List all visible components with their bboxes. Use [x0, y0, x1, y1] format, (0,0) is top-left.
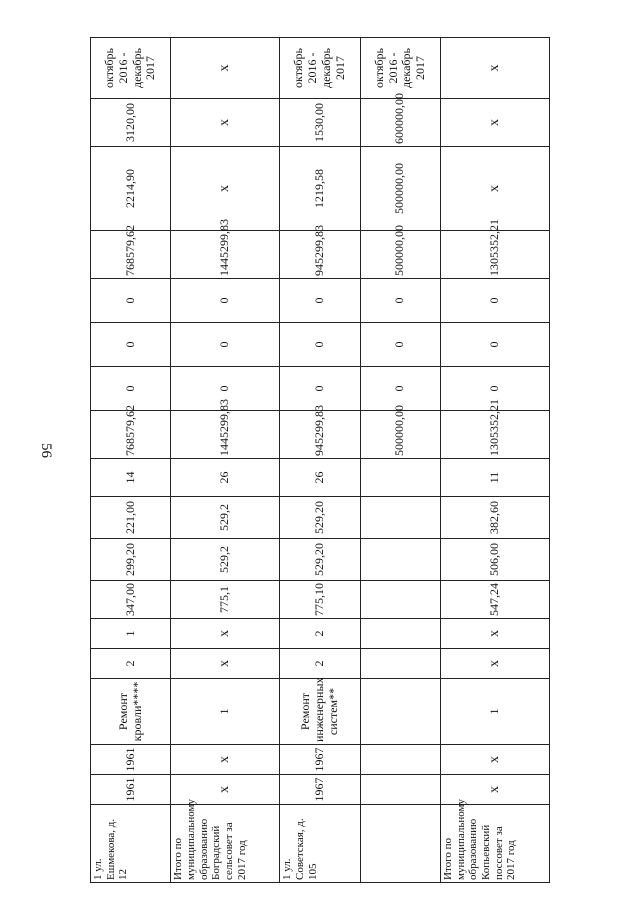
- row-label: 1 ул. Советская, д. 105: [280, 805, 360, 883]
- table-cell: 1305352,21: [441, 231, 550, 279]
- table-cell: 1445299,83: [171, 411, 280, 459]
- table-cell: 547,24: [441, 581, 550, 619]
- row-label: 1 ул. Ешмекова, д. 12: [91, 805, 171, 883]
- table-cell: 1967: [280, 745, 360, 775]
- table-cell: [360, 459, 440, 497]
- table-cell: Ремонт кровли****: [91, 679, 171, 745]
- table-cell: октябрь 2016 - декабрь 2017: [91, 38, 171, 99]
- table-cell: [360, 619, 440, 649]
- table-cell: 2: [280, 619, 360, 649]
- table-cell: 1961: [91, 775, 171, 805]
- table-cell: х: [441, 649, 550, 679]
- table-cell: 768579,62: [91, 411, 171, 459]
- row-label: Итого по муниципальному образованию Боградский сельсовет за 2017 год: [171, 805, 280, 883]
- table-cell: х: [171, 619, 280, 649]
- table-cell: 768579,62: [91, 231, 171, 279]
- table-cell: 500000,00: [360, 231, 440, 279]
- table-cell: 0: [360, 323, 440, 367]
- table-cell: 0: [441, 367, 550, 411]
- table-cell: 11: [441, 459, 550, 497]
- table-cell: х: [171, 99, 280, 147]
- table-cell: 347,00: [91, 581, 171, 619]
- table-cell: 0: [91, 279, 171, 323]
- table-cell: 775,1: [171, 581, 280, 619]
- table-cell: 506,00: [441, 539, 550, 581]
- table-cell: [360, 679, 440, 745]
- table-cell: х: [441, 147, 550, 231]
- table-cell: октябрь 2016 - декабрь 2017: [360, 38, 440, 99]
- table-cell: 3120,00: [91, 99, 171, 147]
- table-cell: 945299,83: [280, 231, 360, 279]
- table-cell: 2: [280, 649, 360, 679]
- table-cell: х: [441, 38, 550, 99]
- table-cell: 529,2: [171, 539, 280, 581]
- table-cell: 1: [171, 679, 280, 745]
- table-cell: 0: [360, 279, 440, 323]
- table-cell: 529,20: [280, 539, 360, 581]
- table-cell: 2214,90: [91, 147, 171, 231]
- table-cell: 0: [280, 279, 360, 323]
- table-cell: 0: [280, 323, 360, 367]
- table-row: [360, 38, 440, 883]
- table-row: [441, 38, 550, 883]
- table-cell: 945299,83: [280, 411, 360, 459]
- table-cell: х: [441, 99, 550, 147]
- table-cell: 0: [91, 323, 171, 367]
- table-cell: 1305352,21: [441, 411, 550, 459]
- table-row: [280, 38, 360, 883]
- table-cell: 26: [280, 459, 360, 497]
- table-cell: 1: [91, 619, 171, 649]
- table-cell: [360, 775, 440, 805]
- table-cell: х: [171, 147, 280, 231]
- row-label: [360, 805, 440, 883]
- table-cell: 1530,00: [280, 99, 360, 147]
- table-row: [171, 38, 280, 883]
- table-cell: х: [171, 745, 280, 775]
- table-cell: х: [171, 649, 280, 679]
- table-cell: [360, 497, 440, 539]
- table-cell: 1219,58: [280, 147, 360, 231]
- table-cell: [360, 581, 440, 619]
- table-cell: 1961: [91, 745, 171, 775]
- table-wrapper: [90, 38, 550, 883]
- table-row: [91, 38, 171, 883]
- table-cell: 299,20: [91, 539, 171, 581]
- table-cell: [360, 745, 440, 775]
- table-cell: 529,20: [280, 497, 360, 539]
- table-cell: 500000,00: [360, 147, 440, 231]
- table-cell: 0: [360, 367, 440, 411]
- table-cell: 382,60: [441, 497, 550, 539]
- table-cell: 0: [171, 323, 280, 367]
- table-cell: 600000,00: [360, 99, 440, 147]
- table-cell: х: [441, 619, 550, 649]
- table-cell: 529,2: [171, 497, 280, 539]
- table-cell: 0: [91, 367, 171, 411]
- table-cell: 1: [441, 679, 550, 745]
- table-cell: 0: [441, 323, 550, 367]
- table-cell: х: [171, 775, 280, 805]
- data-table: [90, 37, 550, 883]
- table-cell: [360, 649, 440, 679]
- table-cell: [360, 539, 440, 581]
- table-cell: 0: [441, 279, 550, 323]
- table-cell: октябрь 2016 - декабрь 2017: [280, 38, 360, 99]
- table-cell: х: [441, 745, 550, 775]
- table-cell: 221,00: [91, 497, 171, 539]
- table-cell: 1445299,83: [171, 231, 280, 279]
- page-number: 56: [38, 443, 54, 458]
- table-cell: х: [441, 775, 550, 805]
- table-cell: 26: [171, 459, 280, 497]
- table-cell: 0: [171, 279, 280, 323]
- table-cell: 1967: [280, 775, 360, 805]
- table-cell: 775,10: [280, 581, 360, 619]
- table-cell: 14: [91, 459, 171, 497]
- table-cell: 0: [280, 367, 360, 411]
- table-cell: 2: [91, 649, 171, 679]
- table-cell: 500000,00: [360, 411, 440, 459]
- table-cell: Ремонт инженерных систем**: [280, 679, 360, 745]
- table-cell: 0: [171, 367, 280, 411]
- table-cell: х: [171, 38, 280, 99]
- row-label: Итого по муниципальному образованию Копьевский поссовет за 2017 год: [441, 805, 550, 883]
